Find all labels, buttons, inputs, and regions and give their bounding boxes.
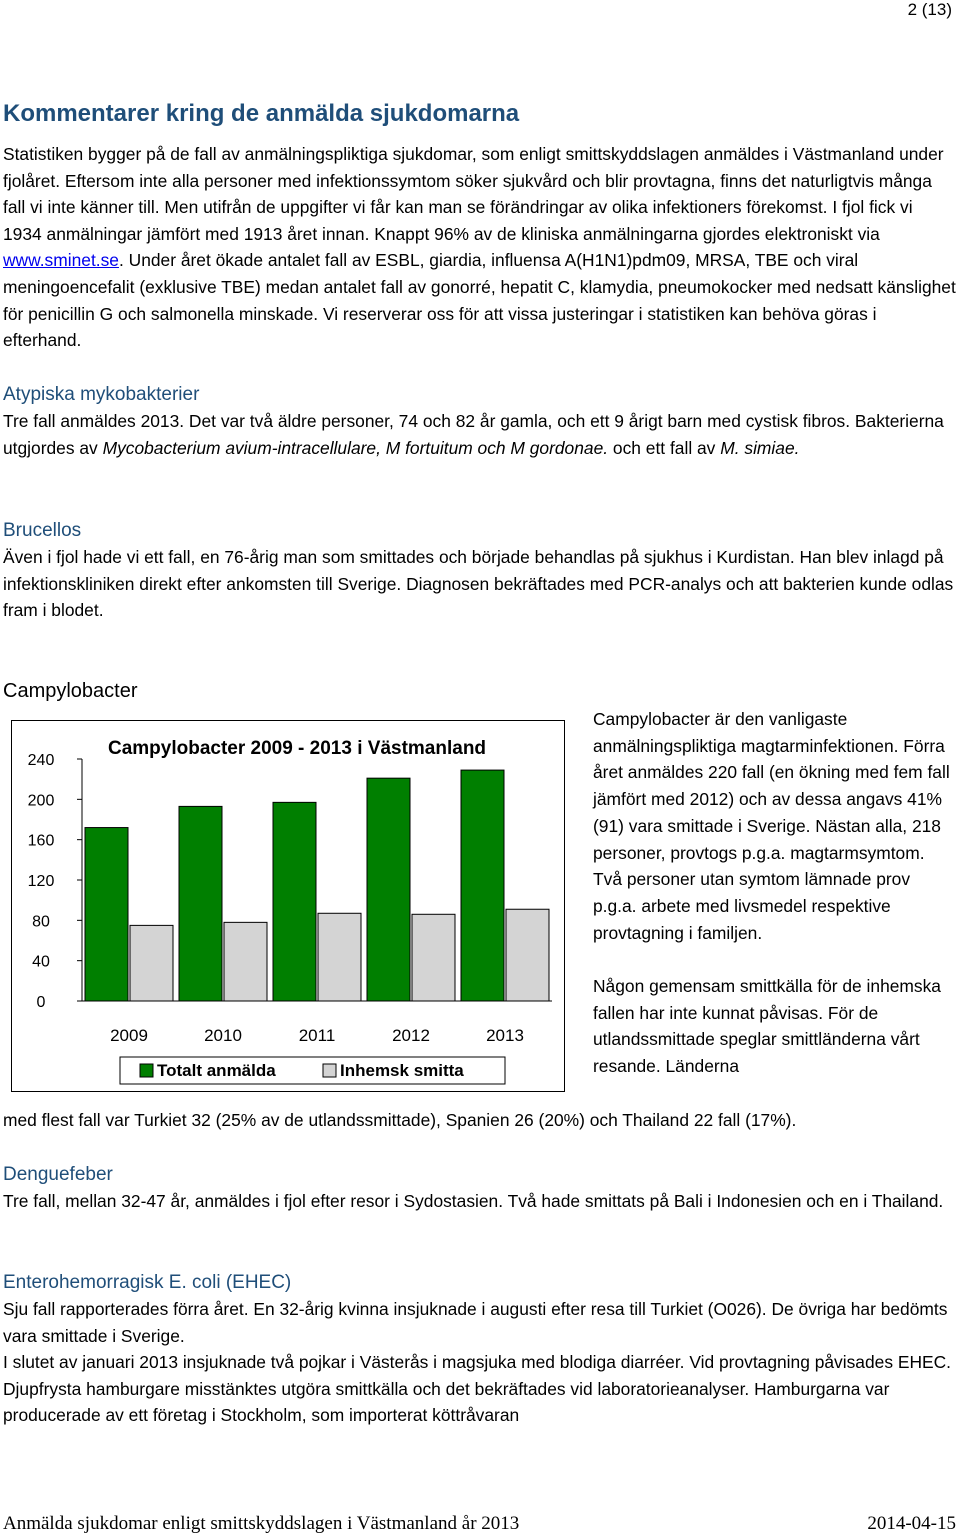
dengue-heading: Denguefeber [3, 1164, 113, 1185]
chart-title: Campylobacter 2009 - 2013 i Västmanland [107, 738, 487, 759]
page-number: 2 (13) [907, 0, 952, 19]
dengue-section [3, 1162, 956, 1215]
dengue-text: Tre fall, mellan 32-47 år, anmäldes i fjol efter resor i Sydostasien. Två hade smittats på Bali i Indonesien och en i Thailand. [3, 1191, 944, 1211]
ehec-heading: Enterohemorragisk E. coli (EHEC) [3, 1272, 292, 1293]
x-tick-label: 2009 [110, 1026, 148, 1045]
intro-paragraph [3, 141, 956, 354]
brucellos-text: Även i fjol hade vi ett fall, en 76-årig man som smittades och började behandlas på sjukhus i Kurdistan. Han blev inlagd på infektionskliniken direkt efter ankomsten till Sverige. Diagnosen bekräftades med PCR-analys och att bakterien kunde odlas fram i blodet. [3, 547, 954, 621]
intro-text-1: Statistiken bygger på de fall av anmälningspliktiga sjukdomar, som enligt smittskyddslagen anmäldes i Västmanland under fjolåret. Eftersom inte alla personer med infektionssymtom söker sjukvård och blir provtagna, finns det naturligtvis många fall vi inte känner till. Men utifrån de uppgifter vi får kan man se förändringar av olika infektioners förekomst. I fjol fick vi 1934 anmälningar jämfört med 1913 året innan. Knappt 96% av de kliniska anmälningarna gjordes elektroniskt via [3, 144, 944, 244]
bar-totalt-anmalda [273, 802, 316, 1001]
chart-svg [12, 721, 564, 1091]
campylobacter-heading: Campylobacter [3, 680, 138, 702]
atypiska-species: Mycobacterium avium-intracellulare, M fortuitum och M gordonae. [102, 437, 609, 458]
bar-totalt-anmalda [367, 778, 410, 1001]
y-tick-label: 200 [27, 792, 55, 810]
y-tick-label: 40 [32, 953, 50, 971]
chart-legend [120, 1057, 505, 1084]
footer [3, 1513, 956, 1535]
y-tick-label: 120 [27, 873, 55, 890]
legend-swatch [323, 1064, 336, 1077]
atypiska-text-1: Tre fall anmäldes 2013. Det var två äldre personer, 74 och 82 år gamla, och ett 9 årigt barn med cystisk fibros. Bakterierna utgjordes av [3, 411, 944, 458]
legend-label: Totalt anmälda [157, 1061, 276, 1080]
atypiska-heading: Atypiska mykobakterier [3, 384, 200, 405]
campylobacter-paragraph-2: Någon gemensam smittkälla för de inhemska fallen har inte kunnat påvisas. För de utlandssmittade speglar smittländerna vårt resande. Länderna [593, 976, 941, 1077]
ehec-text-2: I slutet av januari 2013 insjuknade två pojkar i Västerås i magsjuka med blodiga diarréer. Vid provtagning påvisades EHEC. Djupfrysta hamburgare misstänktes utgöra smittkälla och det bekräftades vid laboratorieanalyser. Hamburgarna var producerade av ett företag i Stockholm, som importerat köttråvaran [3, 1352, 952, 1426]
bar-totalt-anmalda [461, 770, 504, 1001]
campylobacter-side-text [593, 706, 958, 1080]
footer-date: 2014-04-15 [867, 1513, 956, 1534]
footer-title: Anmälda sjukdomar enligt smittskyddslagen i Västmanland år 2013 [3, 1513, 520, 1534]
campylobacter-wrap-line: med flest fall var Turkiet 32 (25% av de utlandssmittade), Spanien 26 (20%) och Thailand 22 fall (17%). [3, 1110, 797, 1130]
bar-inhemsk-smitta [412, 914, 455, 1001]
x-tick-label: 2010 [204, 1026, 242, 1045]
ehec-section [3, 1270, 956, 1429]
legend-swatch [140, 1064, 153, 1077]
y-tick-label: 240 [27, 752, 55, 769]
campylobacter-paragraph-1: Campylobacter är den vanligaste anmälningspliktiga magtarminfektionen. Förra året anmäldes 220 fall (en ökning med fem fall jämfört med 2012) och av dessa angavs 41% (91) vara smittade i Sverige. Nästan alla, 218 personer, provtogs p.g.a. magtarmsymtom. Två personer utan symtom lämnade prov p.g.a. arbete med livsmedel respektive provtagning i familjen. [593, 709, 950, 943]
page-title: Kommentarer kring de anmälda sjukdomarna [3, 100, 520, 127]
atypiska-text [3, 408, 956, 461]
legend-label: Inhemsk smitta [340, 1061, 464, 1080]
intro-text-2: . Under året ökade antalet fall av ESBL, giardia, influensa A(H1N1)pdm09, MRSA, TBE och viral meningoencefalit (exklusive TBE) medan antalet fall av gonorré, hepatit C, klamydia, pneumokocker med nedsatt känslighet för penicillin G och salmonella minskade. Vi reserverar oss för att vissa justeringar i statistiken kan behöva göras i efterhand. [3, 250, 956, 351]
atypiska-text-2: och ett fall av [608, 437, 721, 458]
x-tick-label: 2012 [392, 1026, 430, 1045]
brucellos-section [3, 518, 956, 624]
brucellos-heading: Brucellos [3, 520, 82, 541]
atypiska-section [3, 382, 956, 461]
x-tick-label: 2011 [298, 1026, 336, 1045]
intro-section [3, 141, 956, 354]
x-tick-label: 2013 [486, 1026, 524, 1045]
bar-inhemsk-smitta [130, 925, 173, 1001]
sminet-link[interactable]: www.sminet.se [3, 250, 119, 271]
y-tick-label: 80 [32, 913, 50, 931]
y-tick-label: 160 [27, 832, 55, 850]
ehec-text-1: Sju fall rapporterades förra året. En 32-årig kvinna insjuknade i augusti efter resa till Turkiet (O026). De övriga har bedömts vara smittade i Sverige. [3, 1299, 948, 1346]
y-tick-label: 0 [36, 994, 46, 1011]
bar-inhemsk-smitta [506, 909, 549, 1001]
bar-inhemsk-smitta [224, 922, 267, 1001]
campylobacter-chart [11, 720, 565, 1092]
bar-inhemsk-smitta [318, 913, 361, 1001]
bar-totalt-anmalda [179, 806, 222, 1001]
atypiska-species-2: M. simiae. [720, 437, 800, 458]
bar-totalt-anmalda [85, 828, 128, 1001]
chart-plot [28, 752, 552, 1045]
